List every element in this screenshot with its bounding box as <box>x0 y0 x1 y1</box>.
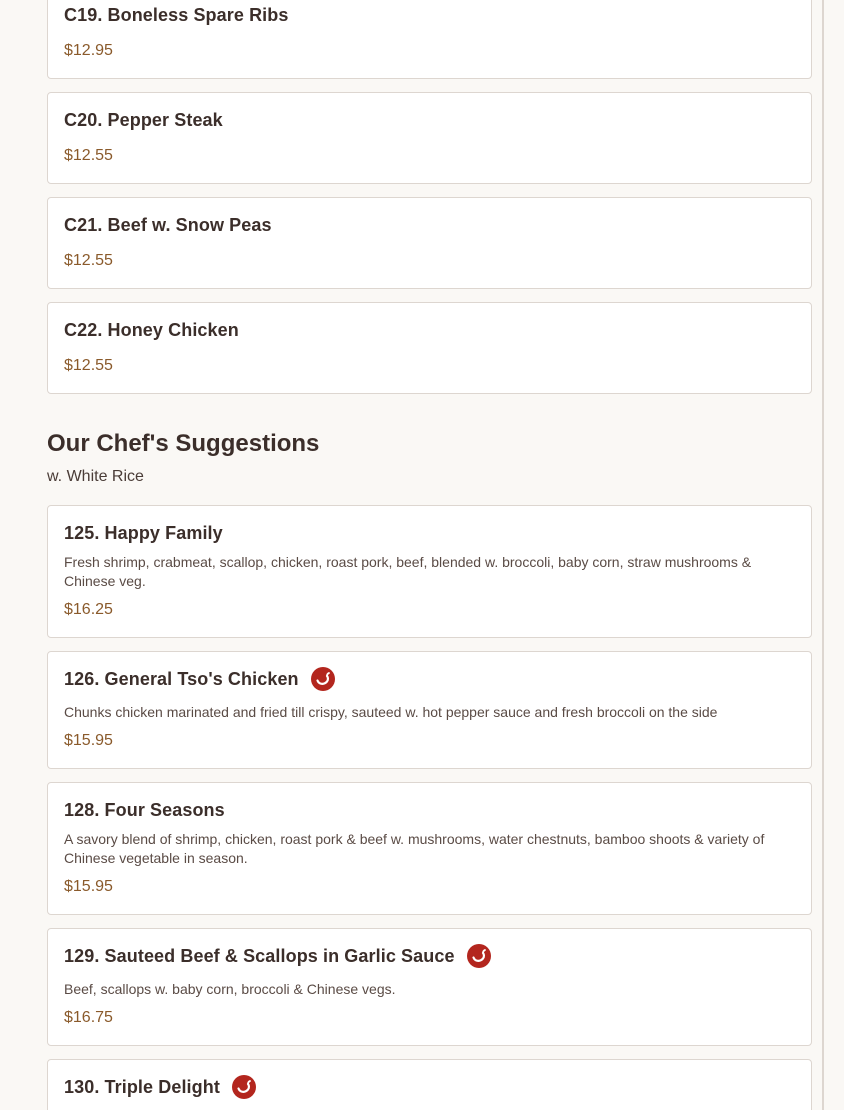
menu-item-card[interactable] <box>47 0 812 79</box>
menu-item-card[interactable] <box>47 782 812 915</box>
menu-item-card[interactable] <box>47 197 812 289</box>
menu-item-title: C19. Boneless Spare Ribs <box>64 4 289 25</box>
menu-item-title: 125. Happy Family <box>64 522 223 543</box>
menu-item-description: Chunks chicken marinated and fried till crispy, sauteed w. hot pepper sauce and fresh broccoli on the side <box>64 704 718 720</box>
chili-pepper-icon <box>232 1075 256 1099</box>
section-heading: Our Chef's Suggestions <box>47 430 320 457</box>
menu-item-price: $16.75 <box>64 1009 113 1026</box>
menu-item-title: C20. Pepper Steak <box>64 109 223 130</box>
menu-item-card[interactable] <box>47 928 812 1046</box>
menu-item-title: C21. Beef w. Snow Peas <box>64 214 272 235</box>
scroll-divider <box>822 0 824 1110</box>
menu-item-price: $12.55 <box>64 252 113 269</box>
menu-item-description: Beef, scallops w. baby corn, broccoli & Chinese vegs. <box>64 981 396 997</box>
menu-item-price: $12.95 <box>64 42 113 59</box>
menu-item-card[interactable] <box>47 505 812 638</box>
menu-item-title: 129. Sauteed Beef & Scallops in Garlic Sauce <box>64 945 455 966</box>
menu-item-card[interactable] <box>47 302 812 394</box>
menu-item-description: Fresh shrimp, crabmeat, scallop, chicken, roast pork, beef, blended w. broccoli, baby corn, straw mushrooms & Chinese veg. <box>64 554 752 589</box>
menu-item-title: C22. Honey Chicken <box>64 319 239 340</box>
menu-item-price: $15.95 <box>64 878 113 895</box>
menu-item-price: $16.25 <box>64 601 113 618</box>
menu-item-price: $15.95 <box>64 732 113 749</box>
menu-item-description: A savory blend of shrimp, chicken, roast pork & beef w. mushrooms, water chestnuts, bamboo shoots & variety of Chinese vegetable in season. <box>64 831 765 866</box>
menu-item-price: $12.55 <box>64 147 113 164</box>
menu-item-card[interactable] <box>47 651 812 769</box>
menu-item-price: $12.55 <box>64 357 113 374</box>
chili-pepper-icon <box>467 944 491 968</box>
chili-pepper-icon <box>311 667 335 691</box>
section-subtitle: w. White Rice <box>47 468 144 485</box>
menu-item-title: 128. Four Seasons <box>64 799 225 820</box>
menu-item-card[interactable] <box>47 1059 812 1110</box>
menu-list <box>47 0 812 1110</box>
menu-item-title: 126. General Tso's Chicken <box>64 668 299 689</box>
menu-item-title: 130. Triple Delight <box>64 1076 220 1097</box>
menu-item-card[interactable] <box>47 92 812 184</box>
